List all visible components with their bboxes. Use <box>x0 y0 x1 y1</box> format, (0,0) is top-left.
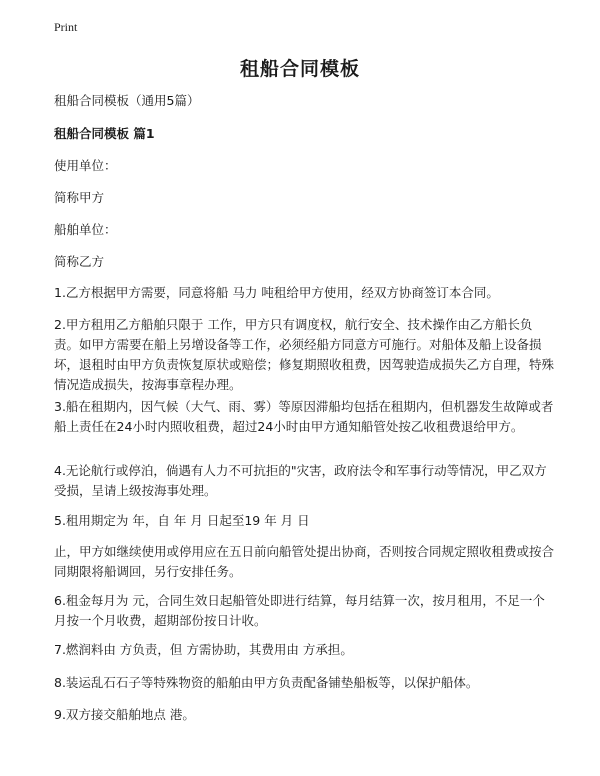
clause-2: 2.甲方租用乙方船舶只限于 工作，甲方只有调度权，航行安全、技术操作由乙方船长负责。如甲方需要在船上另增设备等工作，必须经船方同意方可施行。对船体及船上设备损坏，退租时由甲方负责恢复原状或赔偿；修复期照收租费，因驾驶造成损失乙方自理，特殊情况造成损失，按海事章程办理。 <box>54 317 555 392</box>
section-title: 租船合同模板 篇1 <box>54 126 155 141</box>
document-subtitle: 租船合同模板（通用5篇） <box>54 93 200 108</box>
print-label: Print <box>54 20 78 34</box>
clause-5-continued: 止，甲方如继续使用或停用应在五日前向船管处提出协商，否则按合同规定照收租费或按合同期限将船调回，另行安排任务。 <box>54 544 555 579</box>
clause-3: 3.船在租期内，因气候（大气、雨、雾）等原因滞船均包括在租期内，但机器发生故障或者船上责任在24小时内照收租费，超过24小时由甲方通知船管处按乙收租费退给甲方。 <box>54 399 554 434</box>
clause-1: 1.乙方根据甲方需要，同意将船 马力 吨租给甲方使用，经双方协商签订本合同。 <box>54 285 499 300</box>
clause-7: 7.燃润料由 方负责，但 方需协助，其费用由 方承担。 <box>54 642 353 657</box>
document-title: 租船合同模板 <box>239 58 360 80</box>
clause-4: 4.无论航行或停泊，倘遇有人力不可抗拒的"灾害，政府法令和军事行动等情况，甲乙双方受损，呈请上级按海事处理。 <box>54 463 547 498</box>
user-abbrev-line: 简称甲方 <box>54 190 105 205</box>
clause-5: 5.租用期定为 年，自 年 月 日起至19 年 月 日 <box>54 513 310 528</box>
ship-abbrev-line: 简称乙方 <box>54 254 105 269</box>
clause-6: 6.租金每月为 元，合同生效日起船管处即进行结算，每月结算一次，按月租用，不足一个月按一个月收费，超期部份按日计收。 <box>54 593 545 628</box>
user-unit-line: 使用单位： <box>54 158 117 173</box>
ship-unit-line: 船舶单位： <box>54 222 117 237</box>
clause-8: 8.装运乱石石子等特殊物资的船舶由甲方负责配备铺垫船板等，以保护船体。 <box>54 675 479 690</box>
clause-9: 9.双方接交船舶地点 港。 <box>54 707 195 722</box>
